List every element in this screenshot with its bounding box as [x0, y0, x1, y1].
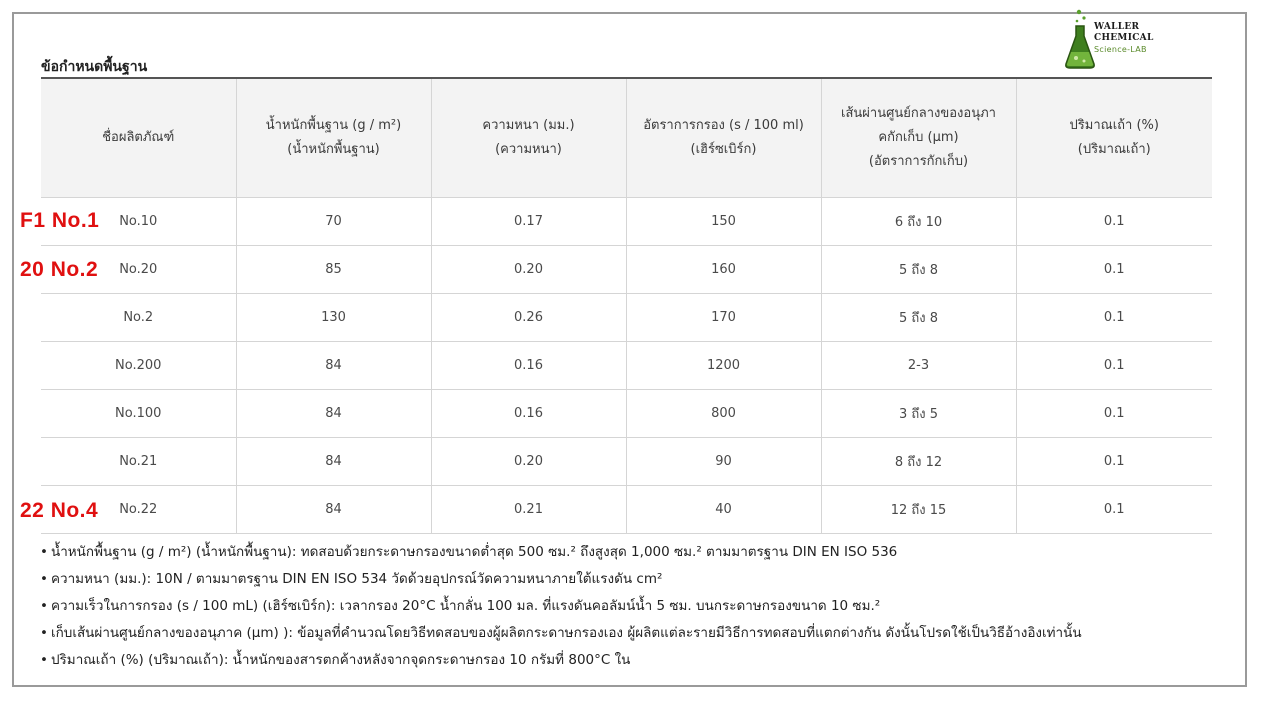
note-item: • ความเร็วในการกรอง (s / 100 mL) (เฮิร์ซเบิร์ก): เวลากรอง 20°C น้ำกลั่น 100 มล. ที่แรงดันคอลัมน์น้ำ 5 ซม. บนกระดาษกรองขนาด 10 ซม.² — [40, 598, 881, 614]
particle-retention-cell: 2-3 — [821, 342, 1016, 390]
table-row — [41, 342, 1212, 390]
table-row — [41, 198, 1212, 246]
particle-retention-cell: 5 ถึง 8 — [821, 294, 1016, 342]
bubble-icon — [1082, 16, 1085, 19]
basis-weight-cell: 85 — [236, 246, 431, 294]
ash-content-cell: 0.1 — [1016, 438, 1212, 486]
thickness-cell: 0.17 — [431, 198, 626, 246]
product-name-cell: No.10 — [41, 198, 236, 246]
notes-list — [40, 541, 1230, 676]
logo-line-3: Science-LAB — [1094, 45, 1147, 54]
ash-content-cell: 0.1 — [1016, 486, 1212, 534]
header-ash-content: ปริมาณเถ้า (%) (ปริมาณเถ้า) — [1016, 79, 1212, 198]
filtration-rate-cell: 90 — [626, 438, 821, 486]
note-item: • ความหนา (มม.): 10N / ตามมาตรฐาน DIN EN ISO 534 วัดด้วยอุปกรณ์วัดความหนาภายใต้แรงดัน cm² — [40, 571, 663, 587]
filtration-rate-cell: 170 — [626, 294, 821, 342]
particle-retention-cell: 8 ถึง 12 — [821, 438, 1016, 486]
thickness-cell: 0.16 — [431, 342, 626, 390]
table-row — [41, 390, 1212, 438]
logo-line-1: WALLER — [1094, 22, 1140, 32]
highlight-label: 20 No.2 — [20, 258, 99, 281]
bubble-icon — [1077, 10, 1081, 14]
header-particle-retention: เส้นผ่านศูนย์กลางของอนุภา คกักเก็บ (µm) (อัตราการกักเก็บ) — [821, 79, 1016, 198]
table-row — [41, 438, 1212, 486]
section-title: ข้อกำหนดพื้นฐาน — [41, 59, 148, 75]
table-body — [41, 198, 1212, 534]
ash-content-cell: 0.1 — [1016, 294, 1212, 342]
filtration-rate-cell: 1200 — [626, 342, 821, 390]
product-name-cell: No.22 — [41, 486, 236, 534]
product-name-cell: No.100 — [41, 390, 236, 438]
header-filtration-rate: อัตราการกรอง (s / 100 ml) (เฮิร์ซเบิร์ก) — [626, 79, 821, 198]
basis-weight-cell: 130 — [236, 294, 431, 342]
basis-weight-cell: 84 — [236, 486, 431, 534]
highlight-label: F1 No.1 — [20, 209, 100, 232]
filtration-rate-cell: 800 — [626, 390, 821, 438]
ash-content-cell: 0.1 — [1016, 198, 1212, 246]
ash-content-cell: 0.1 — [1016, 342, 1212, 390]
basis-weight-cell: 70 — [236, 198, 431, 246]
particle-retention-cell: 12 ถึง 15 — [821, 486, 1016, 534]
particle-retention-cell: 6 ถึง 10 — [821, 198, 1016, 246]
header-product-name: ชื่อผลิตภัณฑ์ — [41, 79, 236, 198]
note-item: • ปริมาณเถ้า (%) (ปริมาณเถ้า): น้ำหนักของสารตกค้างหลังจากจุดกระดาษกรอง 10 กรัมที่ 800°C ใน — [40, 652, 631, 668]
table-row — [41, 486, 1212, 534]
filtration-rate-cell: 40 — [626, 486, 821, 534]
note-item: • เก็บเส้นผ่านศูนย์กลางของอนุภาค (µm) ): ข้อมูลที่คำนวณโดยวิธีทดสอบของผู้ผลิตกระดาษกรองเอง ผู้ผลิตแต่ละรายมีวิธีการทดสอบที่แตกต่างกัน ดังนั้นโปรดใช้เป็นวิธีอ้างอิงเท่านั้น — [40, 625, 1082, 641]
header-row — [41, 79, 1212, 198]
particle-retention-cell: 5 ถึง 8 — [821, 246, 1016, 294]
product-name-cell: No.21 — [41, 438, 236, 486]
product-name-cell: No.2 — [41, 294, 236, 342]
filtration-rate-cell: 160 — [626, 246, 821, 294]
product-name-cell: No.20 — [41, 246, 236, 294]
thickness-cell: 0.20 — [431, 246, 626, 294]
basis-weight-cell: 84 — [236, 342, 431, 390]
ash-content-cell: 0.1 — [1016, 390, 1212, 438]
thickness-cell: 0.20 — [431, 438, 626, 486]
thickness-cell: 0.21 — [431, 486, 626, 534]
particle-retention-cell: 3 ถึง 5 — [821, 390, 1016, 438]
logo-line-2: CHEMICAL — [1094, 33, 1154, 43]
filtration-rate-cell: 150 — [626, 198, 821, 246]
brand-logo-text — [1094, 22, 1184, 55]
note-item: • น้ำหนักพื้นฐาน (g / m²) (น้ำหนักพื้นฐาน): ทดสอบด้วยกระดาษกรองขนาดต่ำสุด 500 ซม.² ถึงสูงสุด 1,000 ซม.² ตามมาตรฐาน DIN EN ISO 536 — [40, 544, 898, 560]
basis-weight-cell: 84 — [236, 438, 431, 486]
table-row — [41, 294, 1212, 342]
table-row — [41, 246, 1212, 294]
ash-content-cell: 0.1 — [1016, 246, 1212, 294]
header-thickness: ความหนา (มม.) (ความหนา) — [431, 79, 626, 198]
bubble-icon — [1076, 20, 1079, 23]
specification-table — [41, 79, 1212, 534]
header-basis-weight: น้ำหนักพื้นฐาน (g / m²) (น้ำหนักพื้นฐาน) — [236, 79, 431, 198]
basis-weight-cell: 84 — [236, 390, 431, 438]
highlight-label: 22 No.4 — [20, 499, 99, 522]
product-name-cell: No.200 — [41, 342, 236, 390]
thickness-cell: 0.16 — [431, 390, 626, 438]
thickness-cell: 0.26 — [431, 294, 626, 342]
